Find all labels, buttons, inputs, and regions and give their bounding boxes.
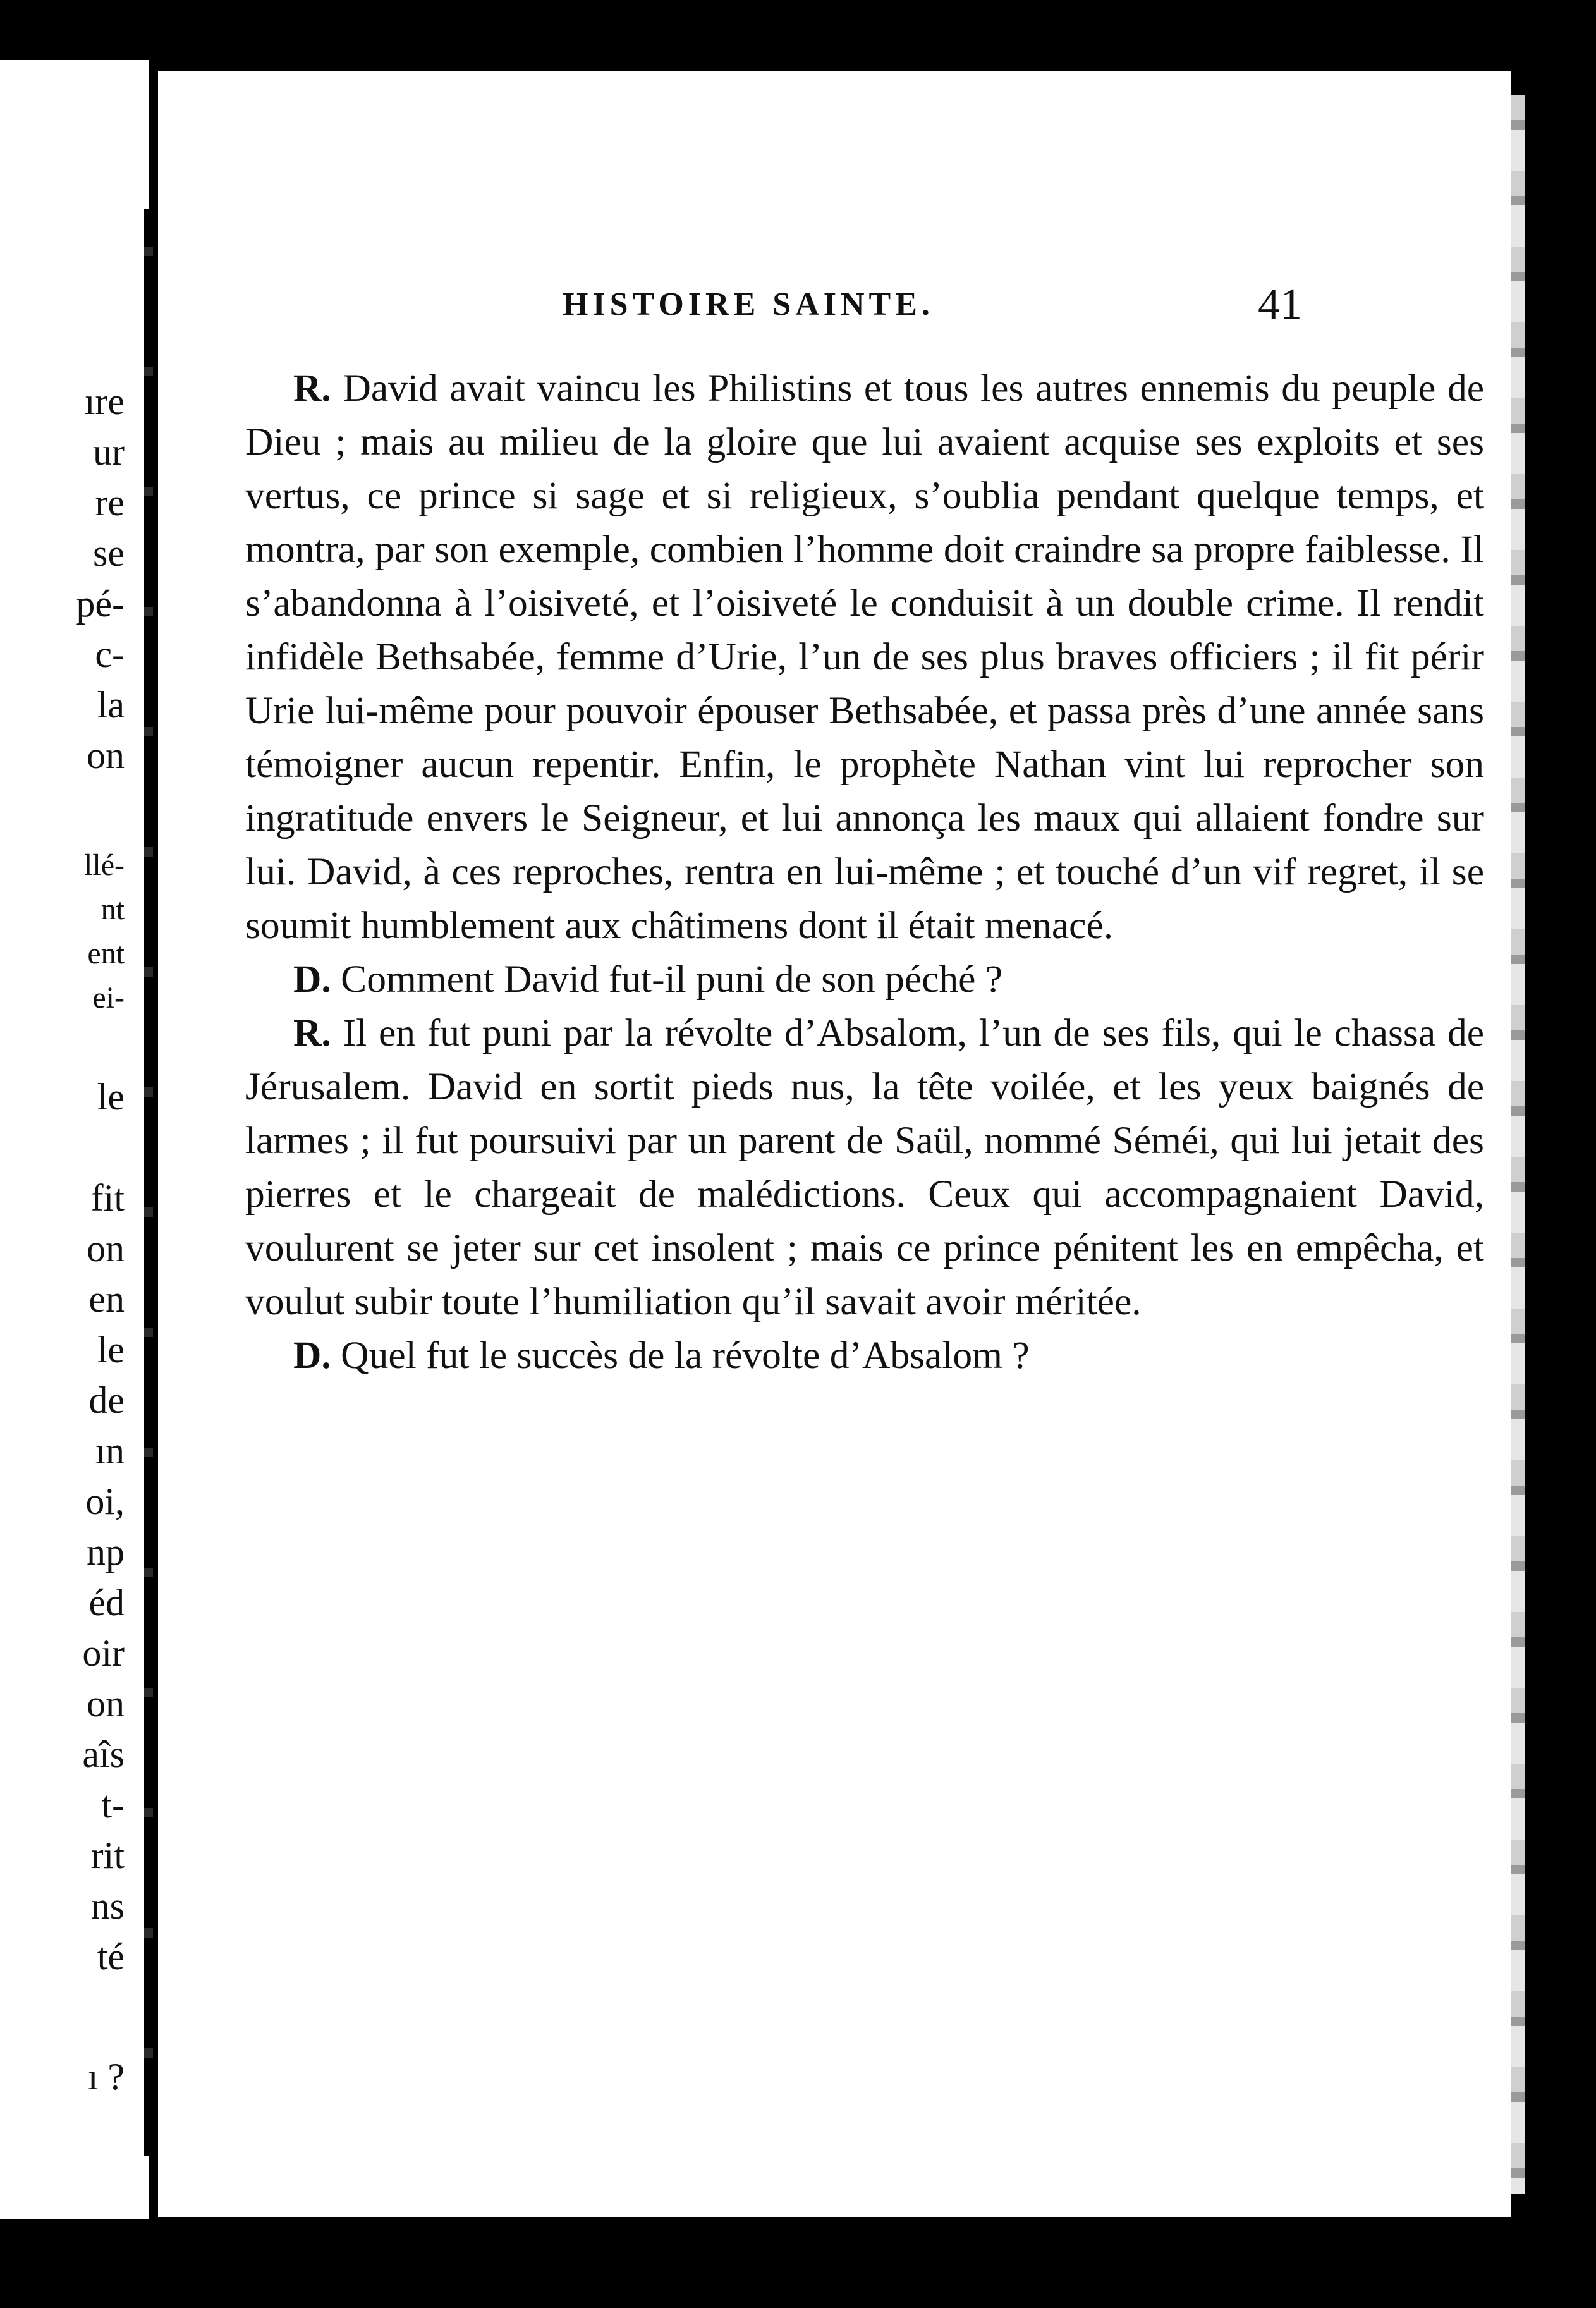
speaker-marker: R. [293, 1011, 331, 1054]
facing-page-fragment: ıre [84, 381, 125, 422]
facing-page-fragment: éd [88, 1582, 125, 1623]
facing-page-fragment: le [97, 1076, 125, 1118]
facing-page-fragment: ın [95, 1430, 125, 1472]
book-page [158, 71, 1511, 2217]
speaker-marker: R. [293, 367, 331, 410]
facing-page-fragment: oir [82, 1632, 125, 1674]
facing-page-fragment: le [97, 1329, 125, 1371]
facing-page-fragment: ı ? [87, 2056, 125, 2097]
book-gutter [144, 209, 153, 2156]
facing-page-fragment: nt [101, 893, 125, 926]
page-header [158, 279, 1511, 330]
facing-page-fragment: on [87, 735, 125, 776]
facing-page-fragment: de [88, 1379, 125, 1421]
facing-page-fragment: llé- [84, 848, 125, 882]
page-stack-edge [1511, 95, 1525, 2194]
facing-page-fragment: rit [90, 1835, 125, 1876]
running-head: HISTOIRE SAINTE. [563, 286, 934, 322]
facing-page-fragment: ur [93, 431, 125, 473]
facing-page-fragment: la [97, 684, 125, 726]
speaker-marker: D. [293, 958, 331, 1001]
facing-page-fragment: t- [101, 1784, 125, 1826]
paragraph [245, 953, 1484, 1006]
paragraph-text: Il en fut puni par la révolte d’Absalom, l’un de ses fils, qui le chassa de Jérusalem. David en sortit pieds nus, la tête voilée, et les yeux baignés de larmes ; il fut poursuivi par un parent de Saül, nommé Séméi, qui lui jetait des pierres et le chargeait de malédictions. Ceux qui accompagnaient David, voulurent se jeter sur cet insolent ; mais ce prince pénitent les en empêcha, et voulut subir toute l’humiliation qu’il savait avoir méritée. [245, 1011, 1485, 1323]
facing-page-fragment: on [87, 1683, 125, 1725]
facing-page-fragment: aîs [82, 1733, 125, 1775]
facing-page-fragment: en [88, 1278, 125, 1320]
facing-page-fragment: ent [87, 937, 125, 970]
paragraph-text: Comment David fut-il puni de son péché ? [341, 958, 1003, 1001]
facing-page-fragment: ns [90, 1885, 125, 1927]
paragraph [245, 362, 1484, 953]
paragraph-text: Quel fut le succès de la révolte d’Absalom ? [341, 1334, 1030, 1377]
facing-page-edge [0, 60, 149, 2219]
facing-page-fragment: on [87, 1228, 125, 1269]
paragraph-text: David avait vaincu les Philistins et tous les autres ennemis du peuple de Dieu ; mais au milieu de la gloire que lui avaient acquise ses exploits et ses vertus, ce prince si sage et si religieux, s’oublia pendant quelque temps, et montra, par son exemple, combien l’homme doit craindre sa propre faiblesse. Il s’abandonna à l’oisiveté, et l’oisiveté le conduisit à un double crime. Il rendit infidèle Bethsabée, femme d’Urie, l’un de ses plus braves officiers ; il fit périr Urie lui-même pour pouvoir épouser Bethsabée, et passa près d’une année sans témoigner aucun repentir. Enfin, le prophète Nathan vint lui reprocher son ingratitude envers le Seigneur, et lui annonça les maux qui allaient fondre sur lui. David, à ces reproches, rentra en lui-même ; et touché d’un vif regret, il se soumit humblement aux châtimens dont il était menacé. [245, 367, 1484, 947]
page-number: 41 [1258, 280, 1302, 329]
facing-page-fragment: pé- [76, 583, 125, 625]
facing-page-fragment: c- [95, 633, 125, 675]
facing-page-fragment: té [97, 1936, 125, 1977]
page-body [245, 362, 1484, 1383]
paragraph [245, 1329, 1484, 1383]
facing-page-fragment: ei- [92, 981, 125, 1015]
facing-page-fragment: re [95, 482, 125, 523]
facing-page-fragment: fit [90, 1177, 125, 1219]
facing-page-fragment: se [93, 532, 125, 574]
speaker-marker: D. [293, 1334, 331, 1377]
facing-page-fragment: np [87, 1531, 125, 1573]
paragraph [245, 1006, 1484, 1329]
facing-page-fragment: oi, [85, 1481, 125, 1522]
